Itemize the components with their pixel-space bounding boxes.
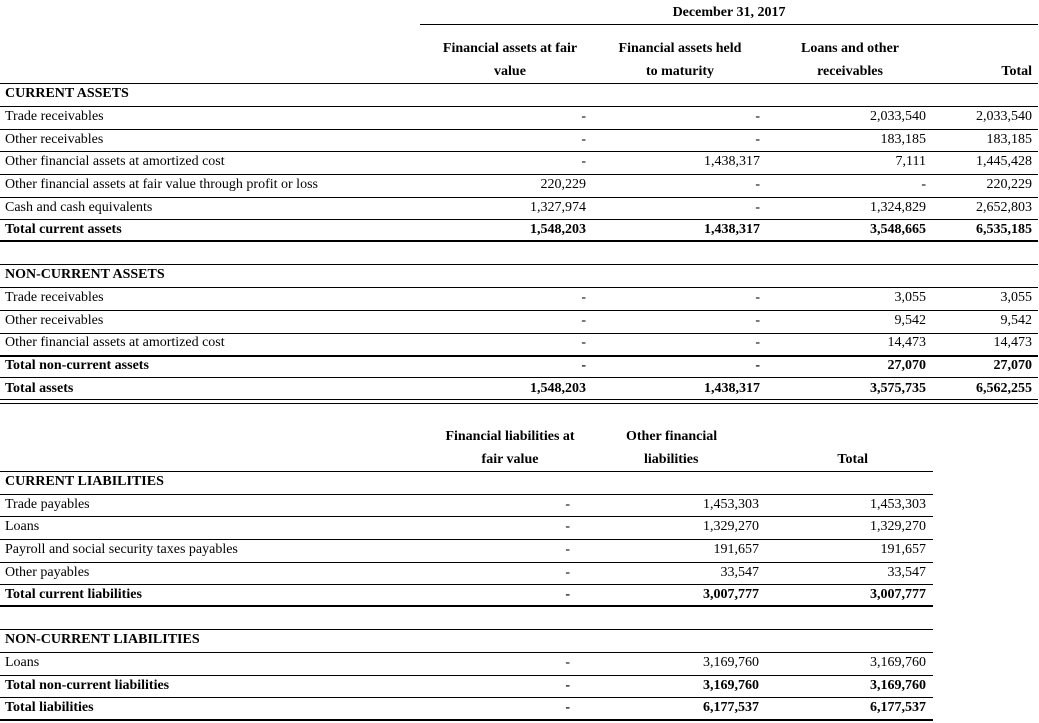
cell-value: - [565, 655, 570, 670]
divider [0, 516, 933, 517]
cell-value: 14,473 [887, 335, 926, 350]
row-label: Other financial assets at amortized cost [5, 154, 225, 169]
col-header-fair-value-2: value [494, 64, 526, 79]
cell-value: 220,229 [986, 177, 1032, 192]
cell-value: 1,445,428 [976, 154, 1032, 169]
section-heading-current-liabilities: CURRENT LIABILITIES [5, 474, 164, 489]
divider [0, 287, 1038, 288]
row-label: Other receivables [5, 313, 104, 328]
cell-value: 1,327,974 [530, 200, 586, 215]
row-label: Total current assets [5, 222, 122, 237]
divider [0, 629, 933, 630]
cell-value: 6,562,255 [976, 381, 1032, 396]
cell-value: - [565, 565, 570, 580]
cell-value: - [755, 358, 760, 373]
col-header-fair-value-1: Financial assets at fair [442, 41, 578, 56]
cell-value: - [581, 335, 586, 350]
divider [0, 562, 933, 563]
row-label: Other payables [5, 565, 90, 580]
cell-value: 1,548,203 [530, 222, 586, 237]
cell-value: - [755, 313, 760, 328]
row-label: Total liabilities [5, 700, 94, 715]
cell-value: - [581, 154, 586, 169]
divider [0, 377, 1038, 378]
cell-value: 1,453,303 [703, 497, 759, 512]
row-label: Total non-current liabilities [5, 678, 170, 693]
cell-value: 183,185 [986, 132, 1032, 147]
col-header-total: Total [1001, 64, 1032, 79]
cell-value: - [755, 109, 760, 124]
cell-value: 3,007,777 [703, 587, 759, 602]
cell-value: 27,070 [993, 358, 1032, 373]
cell-value: 7,111 [895, 154, 926, 169]
col-header-other-liab-2: liabilities [644, 452, 699, 467]
divider [0, 605, 933, 607]
cell-value: 3,169,760 [703, 655, 759, 670]
double-underline [0, 399, 1038, 404]
cell-value: 3,169,760 [870, 678, 926, 693]
cell-value: 2,033,540 [976, 109, 1032, 124]
divider [0, 174, 1038, 175]
cell-value: 6,177,537 [703, 700, 759, 715]
cell-value: 9,542 [1000, 313, 1032, 328]
row-label: Loans [5, 655, 40, 670]
row-label: Loans [5, 519, 40, 534]
cell-value: - [755, 290, 760, 305]
col-header-held-maturity-1: Financial assets held [618, 41, 742, 56]
cell-value: - [565, 587, 570, 602]
divider [0, 355, 1038, 357]
cell-value: 220,229 [540, 177, 586, 192]
cell-value: 33,547 [720, 565, 759, 580]
cell-value: - [565, 542, 570, 557]
cell-value: 1,329,270 [870, 519, 926, 534]
divider [0, 652, 933, 653]
divider [0, 129, 1038, 130]
row-label: Other financial assets at amortized cost [5, 335, 225, 350]
cell-value: 1,438,317 [704, 381, 760, 396]
cell-value: - [755, 335, 760, 350]
cell-value: - [755, 177, 760, 192]
cell-value: 1,548,203 [530, 381, 586, 396]
cell-value: - [755, 132, 760, 147]
divider [0, 584, 933, 585]
divider [0, 494, 933, 495]
col-header-loans-2: receivables [817, 64, 883, 79]
cell-value: 1,438,317 [704, 222, 760, 237]
section-heading-current-assets: CURRENT ASSETS [5, 86, 129, 101]
divider [0, 719, 933, 721]
col-header-liab-total: Total [837, 452, 868, 467]
cell-value: 6,535,185 [976, 222, 1032, 237]
cell-value: - [581, 290, 586, 305]
row-label: Trade payables [5, 497, 90, 512]
cell-value: 3,169,760 [870, 655, 926, 670]
col-header-other-liab-1: Other financial [626, 429, 718, 444]
divider [0, 197, 1038, 198]
cell-value: - [755, 200, 760, 215]
divider [0, 240, 1038, 242]
row-label: Trade receivables [5, 109, 104, 124]
period-heading: December 31, 2017 [672, 5, 786, 20]
cell-value: 183,185 [880, 132, 926, 147]
row-label: Cash and cash equivalents [5, 200, 153, 215]
cell-value: - [581, 109, 586, 124]
divider [0, 697, 933, 698]
divider [0, 471, 933, 472]
cell-value: - [565, 497, 570, 512]
cell-value: 3,575,735 [870, 381, 926, 396]
cell-value: 1,438,317 [704, 154, 760, 169]
col-header-held-maturity-2: to maturity [645, 64, 715, 79]
col-header-loans-1: Loans and other [800, 41, 900, 56]
cell-value: 27,070 [887, 358, 926, 373]
cell-value: - [581, 313, 586, 328]
divider [420, 24, 1038, 25]
divider [0, 310, 1038, 311]
cell-value: 3,548,665 [870, 222, 926, 237]
divider [0, 675, 933, 676]
row-label: Payroll and social security taxes payables [5, 542, 238, 557]
cell-value: - [581, 132, 586, 147]
cell-value: - [565, 700, 570, 715]
row-label: Trade receivables [5, 290, 104, 305]
divider [0, 539, 933, 540]
cell-value: 3,055 [1000, 290, 1032, 305]
section-heading-noncurrent-assets: NON-CURRENT ASSETS [5, 267, 165, 282]
cell-value: 3,007,777 [870, 587, 926, 602]
cell-value: 191,657 [713, 542, 759, 557]
row-label: Total non-current assets [5, 358, 149, 373]
cell-value: 1,329,270 [703, 519, 759, 534]
cell-value: 3,055 [894, 290, 926, 305]
cell-value: 3,169,760 [703, 678, 759, 693]
row-label: Other receivables [5, 132, 104, 147]
cell-value: 1,453,303 [870, 497, 926, 512]
cell-value: 191,657 [880, 542, 926, 557]
cell-value: 2,652,803 [976, 200, 1032, 215]
cell-value: 1,324,829 [870, 200, 926, 215]
col-header-liab-fair-value-2: fair value [481, 452, 539, 467]
cell-value: - [565, 678, 570, 693]
divider [0, 106, 1038, 107]
divider [0, 264, 1038, 265]
cell-value: - [921, 177, 926, 192]
row-label: Other financial assets at fair value through profit or loss [5, 177, 318, 192]
section-heading-noncurrent-liabilities: NON-CURRENT LIABILITIES [5, 632, 200, 647]
divider [0, 219, 1038, 220]
cell-value: 9,542 [894, 313, 926, 328]
cell-value: - [565, 519, 570, 534]
cell-value: 6,177,537 [870, 700, 926, 715]
row-label: Total current liabilities [5, 587, 142, 602]
cell-value: 14,473 [993, 335, 1032, 350]
divider [0, 151, 1038, 152]
col-header-liab-fair-value-1: Financial liabilities at [445, 429, 575, 444]
cell-value: - [581, 358, 586, 373]
divider [0, 333, 1038, 334]
row-label: Total assets [5, 381, 74, 396]
cell-value: 33,547 [887, 565, 926, 580]
cell-value: 2,033,540 [870, 109, 926, 124]
divider [0, 83, 1038, 84]
